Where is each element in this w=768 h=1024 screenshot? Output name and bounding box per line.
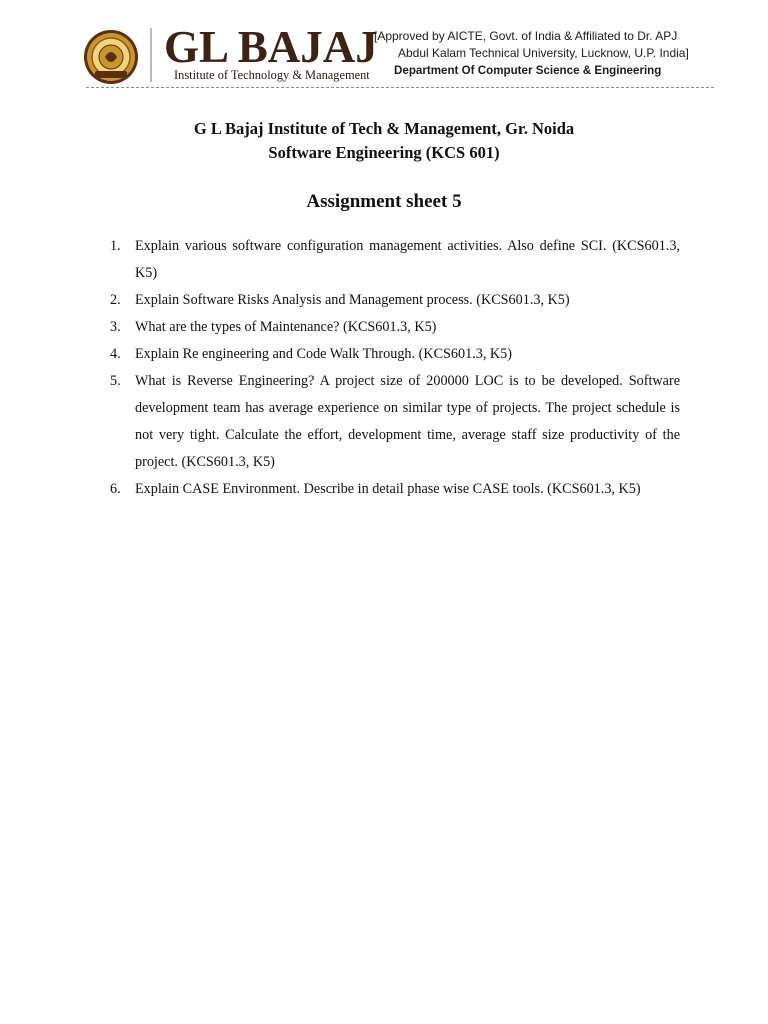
list-item [110,233,680,287]
course-title: Software Engineering (KCS 601) [268,143,500,162]
list-item [110,476,680,503]
sheet-title: Assignment sheet 5 [306,191,462,212]
question-text: Explain Software Risks Analysis and Management process. (KCS601.3, K5) [135,292,570,308]
question-number: 4. [110,346,121,362]
department-name: Department Of Computer Science & Engineering [394,64,662,77]
brand-name: GL BAJAJ [164,22,378,72]
institute-title: G L Bajaj Institute of Tech & Management, Gr. Noida [193,119,575,138]
question-text: Explain Re engineering and Code Walk Through. (KCS601.3, K5) [135,346,512,362]
list-item [110,341,680,368]
approval-line-1: [Approved by AICTE, Govt. of India & Affiliated to Dr. APJ [374,29,678,43]
institute-seal-icon [83,29,139,85]
question-list [110,233,680,503]
question-text: Explain CASE Environment. Describe in detail phase wise CASE tools. (KCS601.3, K5) [135,481,641,497]
question-text: Explain various software configuration management activities. Also define SCI. (KCS601.3, K5) [135,238,680,281]
brand-subtitle: Institute of Technology & Management [174,68,370,82]
question-number: 5. [110,373,121,389]
list-item [110,368,680,476]
letterhead [80,22,718,88]
question-number: 6. [110,481,121,497]
list-item [110,287,680,314]
question-number: 3. [110,319,121,335]
list-item [110,314,680,341]
approval-line-2: Abdul Kalam Technical University, Lucknow, U.P. India] [398,46,689,60]
letterhead-dashed-rule [86,87,714,88]
question-text: What is Reverse Engineering? A project size of 200000 LOC is to be developed. Software development team has average experience on similar type of projects. The project schedule is not very tight. Calculate the effort, development time, average staff size productivity of the project. (KCS601.3, K5) [135,373,680,470]
question-number: 2. [110,292,121,308]
question-number: 1. [110,238,121,254]
letterhead-divider [150,28,152,82]
question-text: What are the types of Maintenance? (KCS601.3, K5) [135,319,437,335]
